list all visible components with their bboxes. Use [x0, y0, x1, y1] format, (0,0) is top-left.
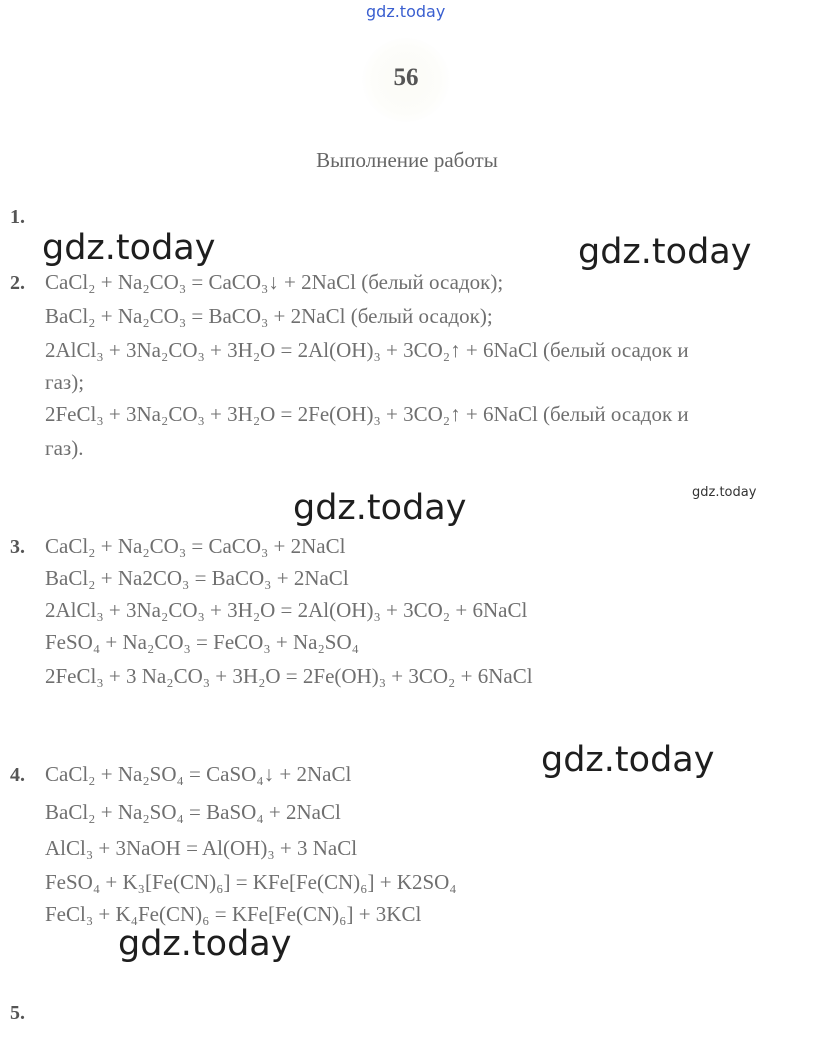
section-3-line-4: FeSO₄ + Na₂CO₃ = FeCO₃ + Na₂SO₄	[45, 630, 359, 654]
section-4-line-2: BaCl₂ + Na₂SO₄ = BaSO₄ + 2NaCl	[45, 800, 341, 824]
section-3-line-1: CaCl₂ + Na₂CO₃ = CaCO₃ + 2NaCl	[45, 534, 346, 558]
watermark-2: gdz.today	[578, 232, 752, 272]
section-2-number: 2.	[10, 272, 25, 294]
section-2-line-2: BaCl₂ + Na₂CO₃ = BaCO₃ + 2NaCl (белый осадок);	[45, 304, 493, 328]
section-3-number: 3.	[10, 536, 25, 558]
section-2-line-4: газ);	[45, 370, 85, 394]
section-4-number: 4.	[10, 764, 25, 786]
watermark-1: gdz.today	[42, 228, 216, 268]
section-2-line-1: CaCl₂ + Na₂CO₃ = CaCO₃↓ + 2NaCl (белый осадок);	[45, 270, 504, 294]
watermark-4: gdz.today	[541, 740, 715, 780]
watermark-3: gdz.today	[293, 488, 467, 528]
section-4-line-4: FeSO₄ + K₃[Fe(CN)₆] = KFe[Fe(CN)₆] + K2SO₄	[45, 870, 457, 894]
section-2-line-6: газ).	[45, 436, 84, 460]
page-number: 56	[393, 64, 419, 91]
section-4-line-1: CaCl₂ + Na₂SO₄ = CaSO₄↓ + 2NaCl	[45, 762, 352, 786]
section-5-number: 5.	[10, 1002, 25, 1024]
section-3-line-5: 2FeCl₃ + 3 Na₂CO₃ + 3H₂O = 2Fe(OH)₃ + 3CO₂ + 6NaCl	[45, 664, 533, 688]
page-title: Выполнение работы	[316, 148, 498, 172]
section-4-line-5: FeCl₃ + K₄Fe(CN)₆ = KFe[Fe(CN)₆] + 3KCl	[45, 902, 422, 926]
section-2-line-5: 2FeCl₃ + 3Na₂CO₃ + 3H₂O = 2Fe(OH)₃ + 3CO₂↑ + 6NaCl (белый осадок и	[45, 402, 689, 426]
section-4-line-3: AlCl₃ + 3NaOH = Al(OH)₃ + 3 NaCl	[45, 836, 358, 860]
section-1-number: 1.	[10, 206, 25, 228]
section-2-line-3: 2AlCl₃ + 3Na₂CO₃ + 3H₂O = 2Al(OH)₃ + 3CO₂↑ + 6NaCl (белый осадок и	[45, 338, 689, 362]
section-3-line-3: 2AlCl₃ + 3Na₂CO₃ + 3H₂O = 2Al(OH)₃ + 3CO₂ + 6NaCl	[45, 598, 528, 622]
watermark-5: gdz.today	[118, 924, 292, 964]
section-3-line-2: BaCl₂ + Na2CO₃ = BaCO₃ + 2NaCl	[45, 566, 349, 590]
watermark-small: gdz.today	[692, 485, 757, 500]
watermark-top: gdz.today	[366, 2, 446, 21]
